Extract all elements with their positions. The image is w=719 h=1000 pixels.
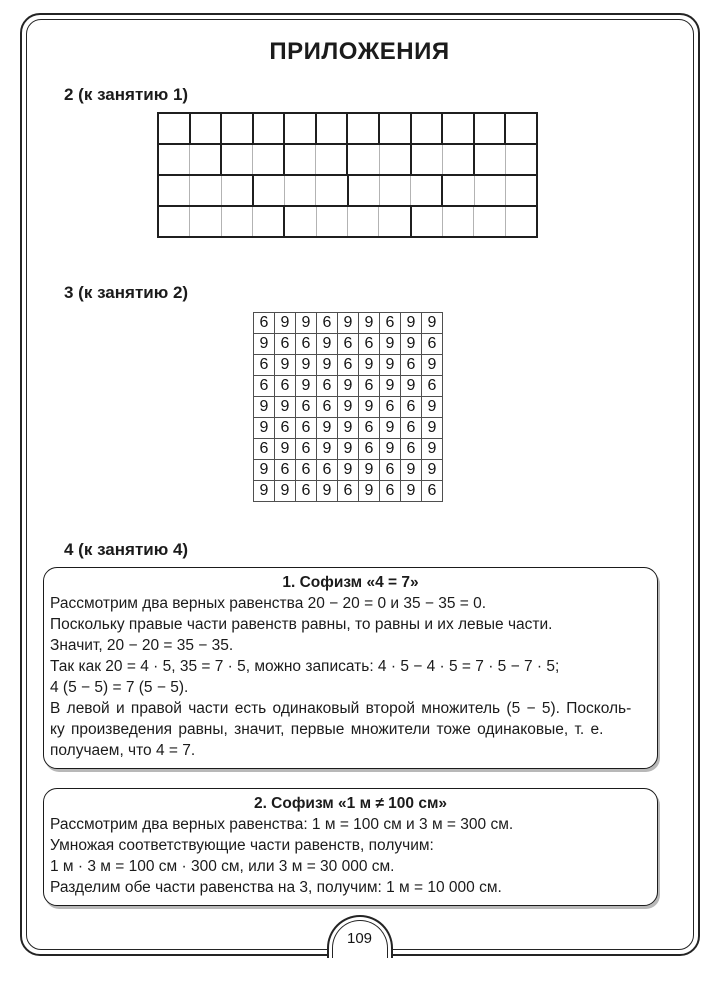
sophism-line: получаем, что 4 = 7. [50, 742, 196, 759]
digit-cell: 6 [316, 397, 337, 417]
fraction-grid-cell [441, 114, 473, 143]
digit-cell: 6 [295, 439, 316, 459]
fraction-grid-cell [347, 176, 379, 205]
digit-cell: 6 [358, 418, 379, 438]
fraction-grid-cell [189, 114, 221, 143]
fraction-grid-row [159, 114, 536, 143]
digit-cell: 6 [379, 397, 400, 417]
fraction-grid-cell [505, 176, 536, 205]
digit-cell: 9 [295, 313, 316, 333]
fraction-grid-cell [442, 145, 473, 174]
fraction-grid-cell [378, 207, 409, 236]
fraction-grid-cell [347, 207, 378, 236]
fraction-grid-cell [410, 145, 442, 174]
digit-cell: 6 [274, 376, 295, 396]
digit-cell: 9 [421, 439, 442, 459]
digit-cell: 9 [316, 418, 337, 438]
digit-cell: 9 [358, 313, 379, 333]
digit-cell: 6 [379, 481, 400, 501]
section-heading-4: 4 (к занятию 4) [64, 540, 189, 559]
digit-cell: 9 [358, 397, 379, 417]
digit-cell: 6 [295, 460, 316, 480]
digit-cell: 9 [295, 355, 316, 375]
digit-cell: 9 [421, 355, 442, 375]
digit-grid-row [254, 333, 442, 354]
sophism-line: Умножая соответствующие части равенств, получим: [50, 837, 434, 854]
fraction-grid-cell [189, 207, 220, 236]
digit-cell: 9 [379, 376, 400, 396]
sophism-2-text [50, 814, 651, 898]
digit-cell: 6 [259, 314, 269, 331]
digit-cell: 6 [274, 460, 295, 480]
digit-cell: 9 [421, 460, 442, 480]
fraction-grid-cell [473, 145, 505, 174]
digit-cell: 9 [421, 397, 442, 417]
digit-cell: 9 [274, 439, 295, 459]
sophism-line: Поскольку правые части равенств равны, то равны и их левые части. [50, 616, 553, 633]
fraction-grid-cell [442, 207, 473, 236]
digit-cell: 9 [337, 376, 358, 396]
fraction-grid-cell [379, 176, 410, 205]
digit-cell: 9 [259, 482, 269, 499]
digit-cell: 6 [316, 313, 337, 333]
digit-cell: 9 [400, 313, 421, 333]
digit-grid-row [254, 396, 442, 417]
fraction-grid-cell [221, 176, 252, 205]
page-number: 109 [346, 930, 373, 947]
digit-cell: 9 [316, 355, 337, 375]
fraction-grid-cell [410, 114, 442, 143]
fraction-grid-cell [189, 176, 220, 205]
digit-grid-row [254, 375, 442, 396]
digit-cell: 9 [421, 418, 442, 438]
digit-grid-row [254, 313, 442, 333]
fraction-grid-cell [189, 145, 220, 174]
fraction-grid-cell [505, 207, 536, 236]
sophism-2-title: 2. Софизм «1 м ≠ 100 см» [253, 795, 448, 812]
digit-cell: 6 [295, 397, 316, 417]
digit-cell: 9 [379, 439, 400, 459]
digit-cell: 6 [295, 481, 316, 501]
sophism-1-title: 1. Софизм «4 = 7» [282, 574, 419, 591]
digit-cell: 9 [274, 481, 295, 501]
digit-cell: 6 [421, 334, 442, 354]
digit-cell: 6 [274, 334, 295, 354]
fraction-grid-cell [159, 114, 189, 143]
fraction-grid-cell [346, 145, 378, 174]
sophism-line: 1 м · 3 м = 100 см · 300 см, или 3 м = 30 000 см. [50, 858, 395, 875]
digit-grid [253, 312, 443, 502]
digit-cell: 9 [295, 376, 316, 396]
digit-cell: 9 [274, 313, 295, 333]
sophism-line: Рассмотрим два верных равенства 20 − 20 = 0 и 35 − 35 = 0. [50, 595, 487, 612]
digit-cell: 6 [379, 313, 400, 333]
digit-cell: 9 [379, 418, 400, 438]
digit-cell: 6 [295, 418, 316, 438]
fraction-grid-cell [252, 145, 283, 174]
fraction-grid-cell [505, 145, 536, 174]
digit-cell: 9 [379, 355, 400, 375]
digit-cell: 9 [337, 313, 358, 333]
fraction-grid-cell [473, 114, 505, 143]
digit-grid-row [254, 480, 442, 501]
digit-cell: 9 [358, 355, 379, 375]
fraction-grid-cell [346, 114, 378, 143]
digit-cell: 6 [400, 439, 421, 459]
fraction-grid-cell [316, 207, 347, 236]
digit-cell: 6 [259, 356, 269, 373]
fraction-grid-cell [220, 114, 252, 143]
digit-cell: 9 [259, 419, 269, 436]
digit-cell: 9 [337, 439, 358, 459]
digit-cell: 6 [259, 377, 269, 394]
digit-cell: 9 [400, 334, 421, 354]
digit-cell: 9 [358, 460, 379, 480]
digit-cell: 9 [337, 418, 358, 438]
digit-cell: 6 [316, 460, 337, 480]
digit-cell: 6 [400, 418, 421, 438]
sophism-line: Так как 20 = 4 · 5, 35 = 7 · 5, можно записать: 4 · 5 − 4 · 5 = 7 · 5 − 7 · 5; [50, 658, 560, 675]
sophism-line: 4 (5 − 5) = 7 (5 − 5). [50, 679, 189, 696]
fraction-grid-cell [252, 176, 284, 205]
digit-cell: 6 [358, 334, 379, 354]
digit-grid-row [254, 417, 442, 438]
digit-grid-row [254, 438, 442, 459]
digit-cell: 9 [421, 313, 442, 333]
sophism-1-text [50, 593, 651, 761]
sophism-line: ку произведения равны, значит, первые множители тоже одинаковые, т. е. [50, 721, 604, 738]
fraction-grid-cell [221, 207, 252, 236]
fraction-grid-cell [474, 176, 505, 205]
fraction-grid-cell [283, 207, 315, 236]
fraction-grid-cell [410, 207, 442, 236]
section-heading-2: 2 (к занятию 1) [64, 85, 189, 104]
fraction-grid-cell [252, 207, 283, 236]
page-title: ПРИЛОЖЕНИЯ [269, 38, 450, 65]
fraction-grid-row [159, 143, 536, 174]
fraction-grid-cell [315, 114, 347, 143]
fraction-grid-cell [378, 114, 410, 143]
sophism-line: В левой и правой части есть одинаковый второй множитель (5 − 5). Посколь- [50, 700, 632, 717]
digit-cell: 6 [337, 355, 358, 375]
digit-cell: 6 [295, 334, 316, 354]
digit-cell: 9 [259, 398, 269, 415]
digit-cell: 6 [400, 397, 421, 417]
digit-cell: 6 [379, 460, 400, 480]
digit-cell: 9 [400, 376, 421, 396]
fraction-grid-cell [504, 114, 536, 143]
digit-cell: 6 [337, 334, 358, 354]
digit-cell: 6 [316, 376, 337, 396]
digit-cell: 6 [421, 376, 442, 396]
fraction-grid-cell [315, 176, 346, 205]
sophism-line: Разделим обе части равенства на 3, получим: 1 м = 10 000 см. [50, 879, 502, 896]
digit-cell: 9 [259, 461, 269, 478]
fraction-grid-cell [315, 145, 346, 174]
fraction-grid-cell [159, 145, 189, 174]
sophism-2-box [43, 788, 658, 906]
sophism-line: Рассмотрим два верных равенства: 1 м = 100 см и 3 м = 300 см. [50, 816, 514, 833]
digit-cell: 9 [259, 335, 269, 352]
digit-cell: 9 [337, 397, 358, 417]
digit-grid-row [254, 459, 442, 480]
digit-cell: 6 [421, 481, 442, 501]
fraction-grid-cell [379, 145, 410, 174]
digit-grid-row [254, 354, 442, 375]
fraction-grid-cell [441, 176, 473, 205]
digit-cell: 6 [358, 376, 379, 396]
sophism-line: Значит, 20 − 20 = 35 − 35. [50, 637, 234, 654]
digit-cell: 9 [358, 481, 379, 501]
fraction-grid-cell [284, 176, 315, 205]
digit-cell: 9 [337, 460, 358, 480]
section-heading-3: 3 (к занятию 2) [64, 283, 189, 302]
fraction-grid-cell [473, 207, 504, 236]
fraction-grid-cell [252, 114, 284, 143]
fraction-grid-cell [220, 145, 252, 174]
digit-cell: 9 [400, 460, 421, 480]
digit-cell: 6 [358, 439, 379, 459]
digit-cell: 6 [274, 418, 295, 438]
digit-cell: 9 [379, 334, 400, 354]
digit-cell: 9 [274, 397, 295, 417]
fraction-grid [157, 112, 538, 238]
fraction-grid-row [159, 174, 536, 205]
digit-cell: 9 [400, 481, 421, 501]
fraction-grid-cell [159, 207, 189, 236]
fraction-grid-cell [283, 145, 315, 174]
digit-cell: 6 [259, 440, 269, 457]
digit-cell: 9 [316, 439, 337, 459]
fraction-grid-cell [410, 176, 441, 205]
digit-cell: 9 [316, 334, 337, 354]
digit-cell: 9 [274, 355, 295, 375]
digit-cell: 9 [316, 481, 337, 501]
fraction-grid-cell [159, 176, 189, 205]
sophism-1-box [43, 567, 658, 769]
fraction-grid-row [159, 205, 536, 236]
digit-cell: 6 [400, 355, 421, 375]
digit-cell: 6 [337, 481, 358, 501]
fraction-grid-cell [283, 114, 315, 143]
